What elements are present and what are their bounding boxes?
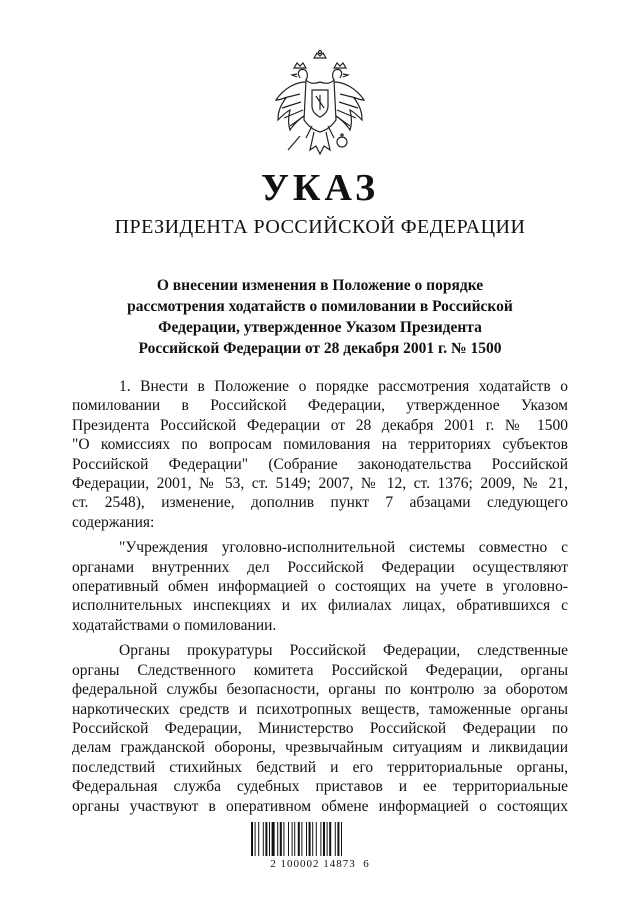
paragraph-1-line: ст. 2548), изменение, дополнив пункт 7 абзацами следующего [72,494,568,512]
barcode-icon [249,820,389,860]
paragraph-2-line: органами внутренних дел Российской Федерации осуществляют [72,558,568,576]
coat-of-arms-icon [270,50,370,162]
paragraph-1-line: 1. Внести в Положение о порядке рассмотрения ходатайств о [119,378,568,395]
paragraph-1-line: Российской Федерации" (Собрание законодательства Российской [72,455,568,473]
paragraph-3-line: федеральной службы безопасности, органы по контролю за оборотом [72,681,568,699]
decree-body [72,377,568,816]
heading-line: рассмотрения ходатайств о помиловании в Российской [127,298,513,315]
paragraph-3-line: органы Следственного комитета Российской Федерации, органы [72,661,568,679]
paragraph-3-line: Федеральная служба судебных приставов и ее территориальные [72,778,568,796]
paragraph-1-line: содержания: [72,513,155,531]
barcode-number: 2 100002 14873 6 [270,858,370,870]
heading-line: Российской Федерации от 28 декабря 2001 г. № 1500 [138,340,502,357]
heading-line: Федерации, утвержденное Указом Президента [158,319,482,336]
paragraph-1-line: Федерации, 2001, № 53, ст. 5149; 2007, № 12, ст. 1376; 2009, № 21, [72,475,568,493]
paragraph-3-line: Органы прокуратуры Российской Федерации, следственные [119,642,568,660]
paragraph-3-line: делам гражданской обороны, чрезвычайным ситуациям и ликвидации [72,739,568,757]
paragraph-1-line: помиловании в Российской Федерации, утвержденное Указом [72,397,568,415]
paragraph-2-line: исполнительных инспекциях и их филиалах лицах, обратившихся с [72,597,568,615]
paragraph-2-line: ходатайствами о помиловании. [72,616,277,634]
paragraph-3-line: органы участвуют в оперативном обмене информацией о состоящих [72,797,568,815]
paragraph-2-line: "Учреждения уголовно-исполнительной системы совместно с [119,539,568,557]
heading-line: О внесении изменения в Положение о порядке [156,277,484,294]
paragraph-2-line: оперативный обмен информацией о состоящих на учете в уголовно- [72,578,568,596]
paragraph-3-line: последствий стихийных бедствий и его территориальные органы, [72,758,568,776]
decree-heading [100,275,540,359]
paragraph-1-line: Президента Российской Федерации от 28 декабря 2001 г. № 1500 [72,416,568,434]
paragraph-3-line: наркотических средств и психотропных веществ, таможенные органы [72,700,568,718]
decree-title: УКАЗ [261,167,379,209]
paragraph-3-line: Российской Федерации, Министерство Российской Федерации по [72,719,568,737]
paragraph-1-line: "О комиссиях по вопросам помилования на территориях субъектов [72,436,568,454]
decree-issuer: ПРЕЗИДЕНТА РОССИЙСКОЙ ФЕДЕРАЦИИ [114,216,526,238]
